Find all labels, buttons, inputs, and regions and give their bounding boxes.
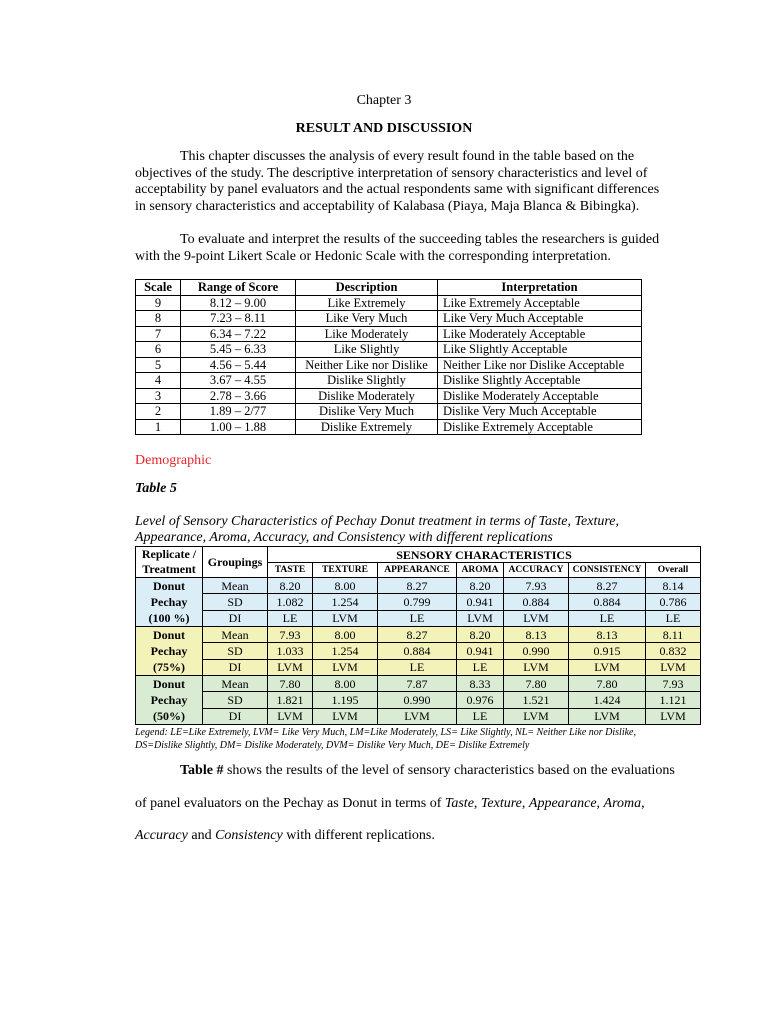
sensory-value-cell: 8.33 xyxy=(457,676,504,692)
scale-cell: Neither Like nor Dislike Acceptable xyxy=(438,357,642,373)
sensory-value-cell: LVM xyxy=(646,659,701,675)
scale-cell: 9 xyxy=(136,295,181,311)
sensory-value-cell: 8.00 xyxy=(313,627,378,643)
sensory-value-cell: 8.00 xyxy=(313,676,378,692)
demographic-heading: Demographic xyxy=(135,453,212,468)
sensory-value-cell: 7.80 xyxy=(569,676,646,692)
intro-paragraph-text: This chapter discusses the analysis of every result found in the table based on the objectives of the study. The descriptive interpretation of sensory characteristics and level of acceptability by panel evaluators and the actual respondents same with significant differences in sensory characteristics and acceptability of Kalabasa (Piaya, Maja Blanca & Bibingka). xyxy=(135,149,660,214)
scale-table-row xyxy=(136,388,642,404)
sensory-value-cell: 8.27 xyxy=(569,578,646,594)
scale-cell: 1 xyxy=(136,419,181,435)
sensory-table-row xyxy=(136,676,701,692)
subheader-overall: Overall xyxy=(646,563,701,578)
treatment-name-line: Donut xyxy=(152,677,185,691)
sensory-table-row xyxy=(136,659,701,675)
discussion-line-1-text: shows the results of the level of sensory characteristics based on the evaluations xyxy=(223,763,675,778)
sensory-value-cell: 8.20 xyxy=(457,578,504,594)
grouping-cell: Mean xyxy=(203,676,268,692)
sensory-value-cell: LVM xyxy=(504,610,569,626)
scale-table-row xyxy=(136,419,642,435)
separator-1: , xyxy=(473,796,481,811)
sensory-value-cell: 0.941 xyxy=(457,594,504,610)
scale-cell: 4 xyxy=(136,373,181,389)
sensory-value-cell: LVM xyxy=(268,659,313,675)
sensory-value-cell: 1.254 xyxy=(313,594,378,610)
scale-table-row xyxy=(136,404,642,420)
separator-2: , xyxy=(521,796,529,811)
subheader-texture: TEXTURE xyxy=(313,563,378,578)
scale-cell: Like Very Much xyxy=(296,311,438,327)
sensory-value-cell: LVM xyxy=(268,708,313,724)
sensory-value-cell: 1.521 xyxy=(504,692,569,708)
sensory-value-cell: 1.121 xyxy=(646,692,701,708)
sensory-value-cell: 0.990 xyxy=(504,643,569,659)
sensory-value-cell: LVM xyxy=(646,708,701,724)
term-consistency: Consistency xyxy=(215,828,283,843)
scale-header-range: Range of Score xyxy=(181,280,296,296)
grouping-cell: SD xyxy=(203,692,268,708)
subheader-taste: TASTE xyxy=(268,563,313,578)
treatment-name-line: Donut xyxy=(152,628,185,642)
sensory-table-row xyxy=(136,627,701,643)
discussion-line-3-text: with different replications. xyxy=(282,828,435,843)
sensory-value-cell: 8.27 xyxy=(378,578,457,594)
sensory-table-row xyxy=(136,643,701,659)
scale-cell: 5 xyxy=(136,357,181,373)
grouping-cell: DI xyxy=(203,610,268,626)
sensory-value-cell: LVM xyxy=(313,708,378,724)
scale-table-row xyxy=(136,342,642,358)
sensory-value-cell: 8.14 xyxy=(646,578,701,594)
sensory-value-cell: 0.884 xyxy=(378,643,457,659)
scale-paragraph xyxy=(135,232,670,265)
scale-cell: Dislike Slightly xyxy=(296,373,438,389)
and-word: and xyxy=(187,828,216,843)
discussion-line-3 xyxy=(135,828,435,844)
separator-4: , xyxy=(641,796,645,811)
intro-paragraph xyxy=(135,149,670,215)
sensory-value-cell: 7.93 xyxy=(268,627,313,643)
treatment-name-line: (50%) xyxy=(153,709,185,723)
sensory-value-cell: 8.13 xyxy=(569,627,646,643)
grouping-cell: DI xyxy=(203,708,268,724)
groupings-header: Groupings xyxy=(203,547,268,578)
sensory-value-cell: 8.20 xyxy=(457,627,504,643)
scale-cell: Dislike Very Much xyxy=(296,404,438,420)
scale-cell: 3 xyxy=(136,388,181,404)
treatment-name-cell xyxy=(136,627,203,676)
discussion-line-1 xyxy=(135,763,675,779)
sensory-value-cell: LE xyxy=(569,610,646,626)
sensory-value-cell: 0.976 xyxy=(457,692,504,708)
scale-header-interpretation: Interpretation xyxy=(438,280,642,296)
sensory-value-cell: 7.93 xyxy=(504,578,569,594)
sensory-value-cell: 7.80 xyxy=(504,676,569,692)
sensory-value-cell: 1.033 xyxy=(268,643,313,659)
grouping-cell: SD xyxy=(203,643,268,659)
scale-cell: 3.67 – 4.55 xyxy=(181,373,296,389)
chapter-label: Chapter 3 xyxy=(356,93,412,108)
term-accuracy: Accuracy xyxy=(135,828,188,843)
sensory-value-cell: LVM xyxy=(313,610,378,626)
subheader-accuracy: ACCURACY xyxy=(504,563,569,578)
scale-cell: Like Extremely Acceptable xyxy=(438,295,642,311)
scale-table-row xyxy=(136,311,642,327)
sensory-value-cell: 8.20 xyxy=(268,578,313,594)
scale-cell: Dislike Moderately xyxy=(296,388,438,404)
scale-cell: 4.56 – 5.44 xyxy=(181,357,296,373)
sensory-value-cell: 1.821 xyxy=(268,692,313,708)
table-reference: Table # xyxy=(180,763,224,778)
term-taste: Taste xyxy=(444,796,474,811)
scale-table-row xyxy=(136,357,642,373)
sensory-table xyxy=(135,546,701,725)
table-label: Table 5 xyxy=(135,481,177,496)
treatment-name-line: Donut xyxy=(152,579,185,593)
subheader-aroma: AROMA xyxy=(457,563,504,578)
scale-table-row xyxy=(136,295,642,311)
grouping-cell: SD xyxy=(203,594,268,610)
scale-table-row xyxy=(136,326,642,342)
scale-header-description: Description xyxy=(296,280,438,296)
grouping-cell: DI xyxy=(203,659,268,675)
discussion-line-2-text: of panel evaluators on the Pechay as Donut in terms of xyxy=(135,796,445,811)
sensory-value-cell: 0.786 xyxy=(646,594,701,610)
sensory-table-row xyxy=(136,594,701,610)
sensory-value-cell: LE xyxy=(457,659,504,675)
sensory-value-cell: LE xyxy=(268,610,313,626)
grouping-cell: Mean xyxy=(203,627,268,643)
treatment-name-line: (75%) xyxy=(153,660,185,674)
sensory-value-cell: LVM xyxy=(504,708,569,724)
treatment-name-cell xyxy=(136,578,203,627)
treatment-name-line: (100 %) xyxy=(148,611,190,625)
replicate-header-text: Replicate / xyxy=(141,547,197,561)
sensory-value-cell: LVM xyxy=(378,708,457,724)
sensory-value-cell: 0.832 xyxy=(646,643,701,659)
sensory-value-cell: 7.80 xyxy=(268,676,313,692)
scale-cell: 2.78 – 3.66 xyxy=(181,388,296,404)
subheader-consistency: CONSISTENCY xyxy=(569,563,646,578)
sensory-table-row xyxy=(136,578,701,594)
treatment-name-line: Pechay xyxy=(150,644,188,658)
sensory-value-cell: 1.082 xyxy=(268,594,313,610)
sensory-value-cell: 0.915 xyxy=(569,643,646,659)
treatment-name-line: Pechay xyxy=(150,693,188,707)
scale-cell: 6 xyxy=(136,342,181,358)
sensory-value-cell: LVM xyxy=(457,610,504,626)
sensory-value-cell: LE xyxy=(457,708,504,724)
scale-cell: 8.12 – 9.00 xyxy=(181,295,296,311)
scale-cell: Neither Like nor Dislike xyxy=(296,357,438,373)
sensory-characteristics-header: SENSORY CHARACTERISTICS xyxy=(268,547,701,563)
sensory-table-row xyxy=(136,692,701,708)
table-caption: Level of Sensory Characteristics of Pechay Donut treatment in terms of Taste, Texture, Appearance, Aroma, Accuracy, and Consistency with different replications xyxy=(135,514,619,545)
scale-cell: Like Extremely xyxy=(296,295,438,311)
sensory-value-cell: 7.93 xyxy=(646,676,701,692)
replicate-treatment-header xyxy=(136,547,203,578)
scale-cell: Like Slightly xyxy=(296,342,438,358)
scale-cell: Like Very Much Acceptable xyxy=(438,311,642,327)
scale-cell: Dislike Moderately Acceptable xyxy=(438,388,642,404)
scale-cell: 8 xyxy=(136,311,181,327)
scale-cell: Dislike Slightly Acceptable xyxy=(438,373,642,389)
sensory-value-cell: 0.990 xyxy=(378,692,457,708)
scale-cell: Like Moderately xyxy=(296,326,438,342)
subheader-appearance: APPEARANCE xyxy=(378,563,457,578)
scale-cell: 1.00 – 1.88 xyxy=(181,419,296,435)
sensory-value-cell: 0.799 xyxy=(378,594,457,610)
term-appearance: Appearance xyxy=(528,796,597,811)
sensory-value-cell: LVM xyxy=(569,659,646,675)
sensory-table-row xyxy=(136,708,701,724)
sensory-value-cell: 1.254 xyxy=(313,643,378,659)
separator-3: , xyxy=(596,796,604,811)
term-texture: Texture xyxy=(480,796,522,811)
sensory-value-cell: 8.00 xyxy=(313,578,378,594)
sensory-value-cell: LE xyxy=(646,610,701,626)
scale-cell: Like Slightly Acceptable xyxy=(438,342,642,358)
sensory-table-body xyxy=(136,578,701,725)
sensory-value-cell: LVM xyxy=(504,659,569,675)
sensory-value-cell: LVM xyxy=(313,659,378,675)
scale-cell: Dislike Extremely Acceptable xyxy=(438,419,642,435)
sensory-value-cell: 1.424 xyxy=(569,692,646,708)
sensory-value-cell: LE xyxy=(378,610,457,626)
sensory-value-cell: 1.195 xyxy=(313,692,378,708)
scale-cell: Dislike Extremely xyxy=(296,419,438,435)
scale-table-header-row xyxy=(136,280,642,296)
sensory-value-cell: 8.27 xyxy=(378,627,457,643)
sensory-value-cell: 8.11 xyxy=(646,627,701,643)
treatment-name-cell xyxy=(136,676,203,725)
sensory-value-cell: 0.884 xyxy=(504,594,569,610)
sensory-value-cell: 8.13 xyxy=(504,627,569,643)
scale-table-body xyxy=(136,295,642,435)
discussion-line-2 xyxy=(135,796,645,812)
scale-cell: 7 xyxy=(136,326,181,342)
scale-table-row xyxy=(136,373,642,389)
sensory-value-cell: LE xyxy=(378,659,457,675)
treatment-header-text: Treatment xyxy=(142,562,196,576)
sensory-value-cell: 0.884 xyxy=(569,594,646,610)
sensory-table-row xyxy=(136,610,701,626)
sensory-header-row xyxy=(136,547,701,563)
scale-cell: 1.89 – 2/77 xyxy=(181,404,296,420)
scale-cell: 7.23 – 8.11 xyxy=(181,311,296,327)
likert-scale-table xyxy=(135,279,642,435)
sensory-value-cell: LVM xyxy=(569,708,646,724)
scale-cell: 5.45 – 6.33 xyxy=(181,342,296,358)
sensory-value-cell: 7.87 xyxy=(378,676,457,692)
grouping-cell: Mean xyxy=(203,578,268,594)
table-legend: Legend: LE=Like Extremely, LVM= Like Very Much, LM=Like Moderately, LS= Like Slightly, NL= Neither Like nor Dislike, DS=Dislike Slightly, DM= Dislike Moderately, DVM= Dislike Very Much, DE= Dislike Extremely xyxy=(135,727,636,751)
scale-cell: 6.34 – 7.22 xyxy=(181,326,296,342)
scale-cell: Dislike Very Much Acceptable xyxy=(438,404,642,420)
scale-cell: Like Moderately Acceptable xyxy=(438,326,642,342)
scale-header-scale: Scale xyxy=(136,280,181,296)
treatment-name-line: Pechay xyxy=(150,595,188,609)
term-aroma: Aroma xyxy=(603,796,642,811)
scale-paragraph-text: To evaluate and interpret the results of the succeeding tables the researchers is guided with the 9-point Likert Scale or Hedonic Scale with the corresponding interpretation. xyxy=(135,232,660,264)
scale-cell: 2 xyxy=(136,404,181,420)
sensory-value-cell: 0.941 xyxy=(457,643,504,659)
section-title: RESULT AND DISCUSSION xyxy=(295,121,473,136)
